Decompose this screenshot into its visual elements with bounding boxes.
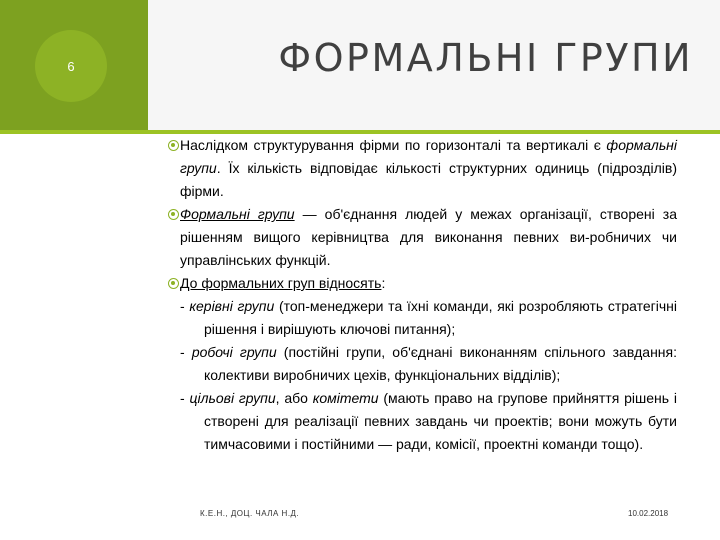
p1-italic-term: формальні групи (180, 137, 677, 176)
p2-term: Формальні групи (180, 206, 295, 222)
item-term: керівні групи (189, 298, 275, 314)
list-item (180, 341, 677, 387)
item-term-2: комітети (312, 390, 379, 406)
slide-title: ФОРМАЛЬНІ ГРУПИ (278, 36, 693, 80)
dash: - (180, 344, 192, 360)
item-text: (топ-менеджери та їхні команди, які розробляють стратегічні рішення і вирішують ключові питання); (204, 298, 677, 337)
item-term: робочі групи (191, 344, 277, 360)
dash: - (180, 390, 190, 406)
circle-bullet-icon (168, 209, 179, 220)
list-item (180, 387, 677, 456)
item-term: цільові групи (189, 390, 276, 406)
p3-label: До формальних груп відносять (180, 275, 382, 291)
item-text: (мають право на групове прийняття рішень і створені для реалізації певних завдань чи проектів; вони можуть бути тимчасовими і постійними — ради, комісії, проектні команди тощо). (204, 390, 677, 452)
footer-date: 10.02.2018 (628, 509, 669, 518)
dash: - (180, 298, 190, 314)
circle-bullet-icon (168, 140, 179, 151)
p1-text-end: . Їх кількість відповідає кількості структурних одиниць (підрозділів) фірми. (180, 160, 677, 199)
paragraph-2 (180, 203, 677, 272)
footer-author: К.Е.Н., ДОЦ. ЧАЛА Н.Д. (200, 509, 300, 518)
list-item (180, 295, 677, 341)
paragraph-3 (180, 272, 677, 295)
p3-colon: : (381, 275, 386, 291)
p1-text-start: Наслідком структурування фірми по горизонталі та вертикалі є (180, 137, 607, 153)
paragraph-1 (180, 134, 677, 203)
slide-number-badge (35, 30, 107, 102)
item-connector: , або (275, 390, 313, 406)
circle-bullet-icon (168, 278, 179, 289)
slide-body (152, 134, 677, 456)
item-text: (постійні групи, об'єднані виконанням спільного завдання: колективи виробничих цехів, функціональних відділів); (204, 344, 677, 383)
p2-definition: — об'єднання людей у межах організації, створені за рішенням вищого керівництва для виконання певних ви-робничих чи управлінських функцій. (180, 206, 677, 268)
slide-number: 6 (67, 58, 75, 74)
